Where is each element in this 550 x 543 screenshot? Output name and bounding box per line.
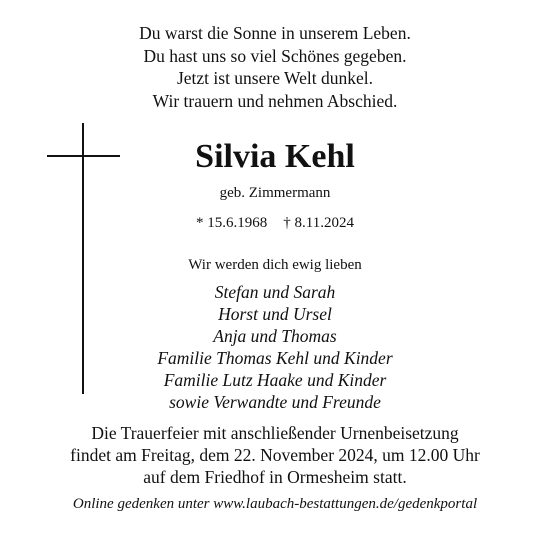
mourners-list [0, 281, 550, 413]
mourner-line: Familie Lutz Haake und Kinder [163, 370, 387, 390]
mourner-line: sowie Verwandte und Freunde [169, 392, 381, 412]
deceased-name: Silvia Kehl [195, 138, 355, 175]
poem-line: Jetzt ist unsere Welt dunkel. [176, 68, 374, 88]
online-memorial-link[interactable]: Online gedenken unter www.laubach-bestattungen.de/gedenkportal [72, 496, 478, 512]
mourner-line: Familie Thomas Kehl und Kinder [157, 348, 393, 368]
mourner-line: Anja und Thomas [213, 326, 337, 346]
service-line: auf dem Friedhof in Ormesheim statt. [143, 467, 407, 487]
poem-line: Wir trauern und nehmen Abschied. [152, 90, 398, 111]
farewell-intro: Wir werden dich ewig lieben [188, 257, 362, 273]
service-line: Die Trauerfeier mit anschließender Urnenbeisetzung [91, 423, 459, 443]
service-details [0, 422, 550, 488]
poem-line: Du warst die Sonne in unserem Leben. [139, 23, 411, 43]
life-dates [0, 213, 550, 233]
poem [0, 22, 550, 112]
maiden-name: geb. Zimmermann [219, 185, 331, 201]
birth-date: * 15.6.1968 [196, 215, 268, 231]
service-line: findet am Freitag, dem 22. November 2024, um 12.00 Uhr [70, 445, 480, 465]
death-date: † 8.11.2024 [283, 215, 354, 231]
poem-line: Du hast uns so viel Schönes gegeben. [143, 45, 407, 66]
mourner-line: Horst und Ursel [218, 304, 332, 324]
mourner-line: Stefan und Sarah [214, 282, 336, 302]
